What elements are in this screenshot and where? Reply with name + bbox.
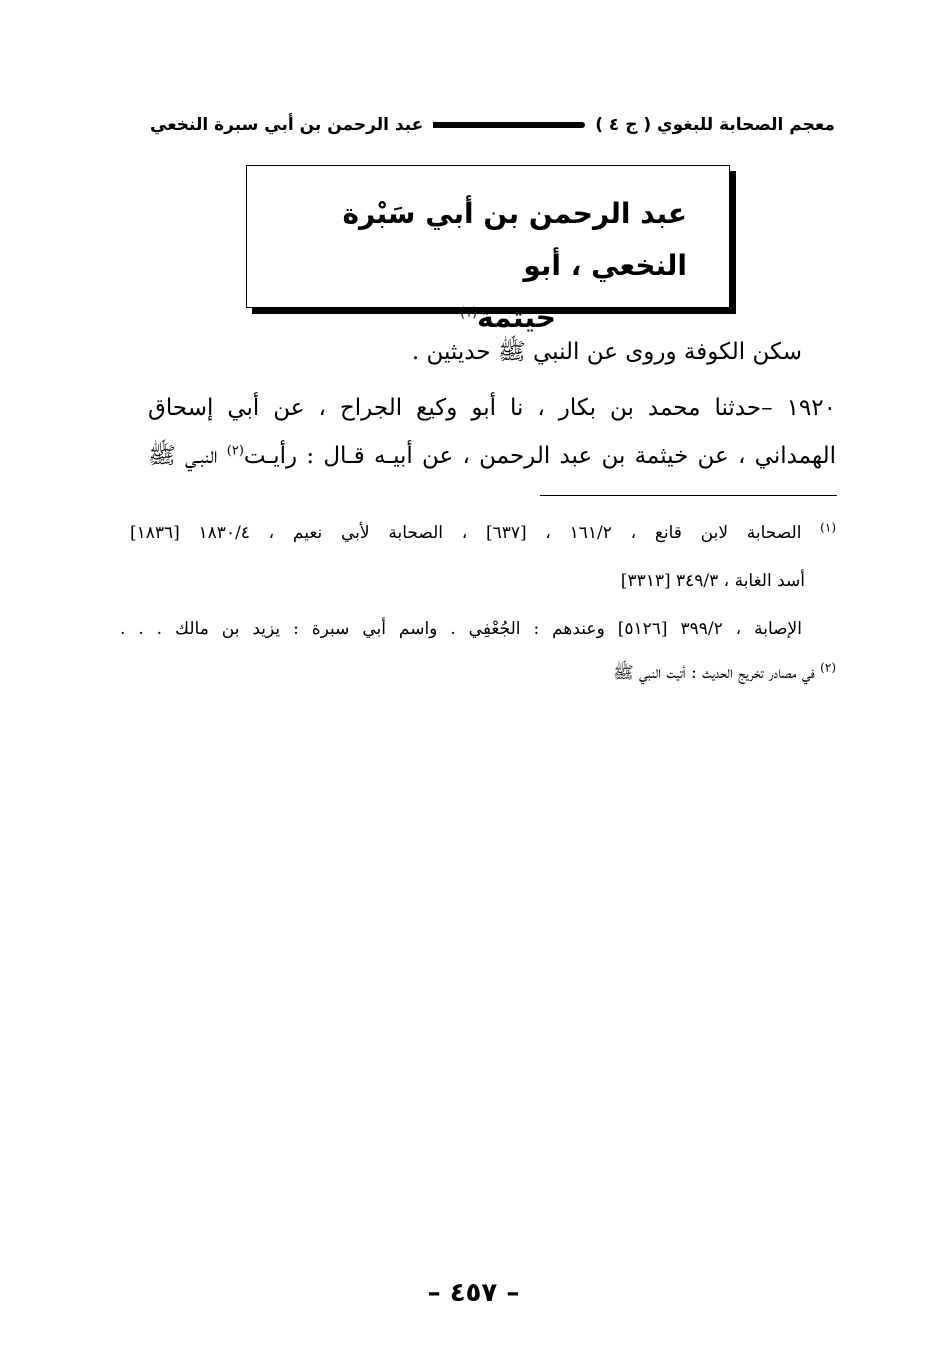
- header-rule: [433, 122, 585, 128]
- footnote-1-line-2: أسد الغابة ، ٣٤٩/٣ [٣٣١٣]: [620, 571, 805, 591]
- page-number: – ٤٥٧ –: [427, 1278, 520, 1308]
- title-footnote-ref: (١): [460, 305, 478, 321]
- hadith-line-2-end: النبـي ﷺ: [148, 443, 227, 469]
- entry-title-line-2: [289, 292, 687, 344]
- running-header: [150, 108, 835, 142]
- entry-title-line-1: عبد الرحمن بن أبي سَبْرة النخعي ، أبو: [342, 197, 687, 282]
- header-entry-title: عبد الرحمن بن أبي سبرة النخعي: [150, 115, 424, 135]
- footnote-separator: [540, 495, 837, 496]
- title-frame: [246, 165, 730, 334]
- hadith-line-1: ١٩٢٠ –حدثنا محمد بن بكار ، نا أبو وكيع الجراح ، عن أبي إسحاق: [148, 395, 836, 421]
- header-book-title: معجم الصحابة للبغوي ( ج ٤ ): [595, 115, 835, 135]
- entry-title-kunya: خيثمة: [477, 301, 556, 334]
- body-footnote-ref: (٢): [226, 443, 244, 459]
- footnote-2-number: (٢): [820, 660, 836, 675]
- entry-title: [247, 188, 729, 344]
- hadith-line-2: [148, 442, 836, 470]
- footnote-1-line-1: [130, 522, 836, 544]
- footnote-1-number: (١): [820, 520, 836, 535]
- body-line-1: سكن الكوفة وروى عن النبي ﷺ حديثين .: [411, 339, 802, 365]
- footnote-2: [440, 662, 836, 684]
- footnote-1-line-3: الإصابة ، ٣٩٩/٢ [٥١٢٦] وعندهم : الجُعْفِي . واسم أبي سبرة : يزيد بن مالك . . .: [120, 619, 802, 639]
- footnote-2-text: في مصادر تخريج الحديث : أتيت النبي ﷺ: [613, 663, 815, 683]
- footnote-1-text: الصحابة لابن قانع ، ١٦١/٢ ، [٦٣٧] ، الصحابة لأبي نعيم ، ١٨٣٠/٤ [١٨٣٦]: [130, 523, 802, 543]
- hadith-line-2-text: الهمداني ، عن خيثمة بن عبد الرحمن ، عن أبيـه قـال : رأيـت: [243, 443, 836, 469]
